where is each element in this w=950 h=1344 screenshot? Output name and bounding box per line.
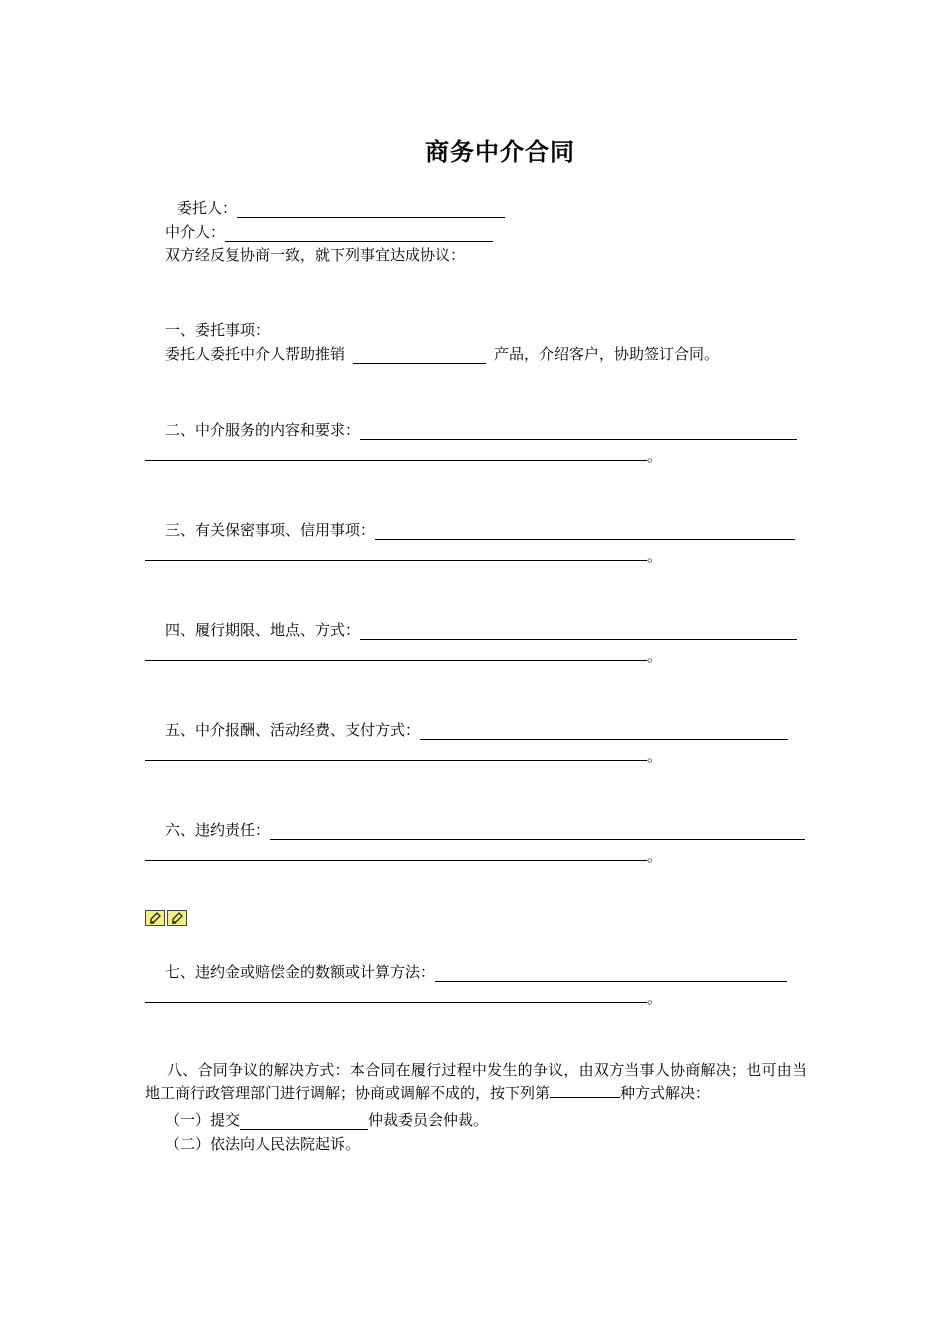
section7-period: 。	[647, 989, 663, 1007]
agent-line	[165, 222, 493, 242]
section4-line	[165, 620, 797, 640]
document-title: 商务中介合同	[425, 138, 575, 166]
option1-line	[165, 1110, 488, 1130]
section6-period: 。	[647, 847, 663, 865]
method-number-blank[interactable]	[550, 1082, 620, 1098]
section5-period: 。	[647, 747, 663, 765]
section5-line	[165, 720, 788, 740]
section4-continuation-blank[interactable]	[145, 660, 647, 661]
section6-blank[interactable]	[270, 824, 805, 840]
section6-continuation-blank[interactable]	[145, 860, 647, 861]
product-blank[interactable]	[353, 348, 486, 364]
option2-line: （二）依法向人民法院起诉。	[165, 1135, 361, 1153]
section8-text-a: 八、合同争议的解决方式：本合同在履行过程中发生的争议，由双方当事人协商解决；也可由当地工商行政管理部门进行调解；协商或调解不成的，按下列第	[145, 1061, 807, 1102]
section4-period: 。	[647, 647, 663, 665]
section6-label: 六、违约责任：	[165, 821, 271, 839]
section7-line	[165, 962, 787, 982]
section5-label: 五、中介报酬、活动经费、支付方式：	[165, 721, 421, 739]
section8-paragraph	[145, 1059, 807, 1105]
section2-line	[165, 420, 797, 440]
arbitration-blank[interactable]	[240, 1114, 368, 1130]
section1-text-a: 委托人委托中介人帮助推销	[165, 345, 346, 363]
section2-label: 二、中介服务的内容和要求：	[165, 421, 361, 439]
client-blank[interactable]	[237, 202, 505, 218]
section5-continuation-blank[interactable]	[145, 760, 647, 761]
section3-period: 。	[647, 547, 663, 565]
agent-label: 中介人：	[165, 223, 226, 241]
section1-text-b: 产品，介绍客户，协助签订合同。	[494, 345, 720, 363]
section1-line	[165, 344, 719, 364]
section7-label: 七、违约金或赔偿金的数额或计算方法：	[165, 963, 436, 981]
section4-blank[interactable]	[360, 624, 797, 640]
section2-continuation-blank[interactable]	[145, 460, 647, 461]
option1-text-a: （一）提交	[165, 1111, 241, 1129]
agent-blank[interactable]	[225, 226, 493, 242]
option1-text-b: 仲裁委员会仲裁。	[368, 1111, 489, 1129]
section5-blank[interactable]	[420, 724, 788, 740]
intro-line: 双方经反复协商一致，就下列事宜达成协议：	[165, 246, 466, 264]
section7-blank[interactable]	[435, 966, 787, 982]
edit-icon[interactable]	[145, 910, 165, 926]
section4-label: 四、履行期限、地点、方式：	[165, 621, 361, 639]
section3-line	[165, 520, 795, 540]
section3-continuation-blank[interactable]	[145, 560, 647, 561]
section6-line	[165, 820, 805, 840]
section3-label: 三、有关保密事项、信用事项：	[165, 521, 376, 539]
section2-blank[interactable]	[360, 424, 797, 440]
section3-blank[interactable]	[375, 524, 795, 540]
section2-period: 。	[647, 447, 663, 465]
section1-heading: 一、委托事项：	[165, 321, 271, 339]
section7-continuation-blank[interactable]	[145, 1002, 647, 1003]
edit-icons-group	[145, 910, 187, 926]
client-label: 委托人：	[177, 199, 238, 217]
section8-text-b: 种方式解决：	[620, 1084, 711, 1102]
edit-icon[interactable]	[167, 910, 187, 926]
client-line	[177, 198, 505, 218]
